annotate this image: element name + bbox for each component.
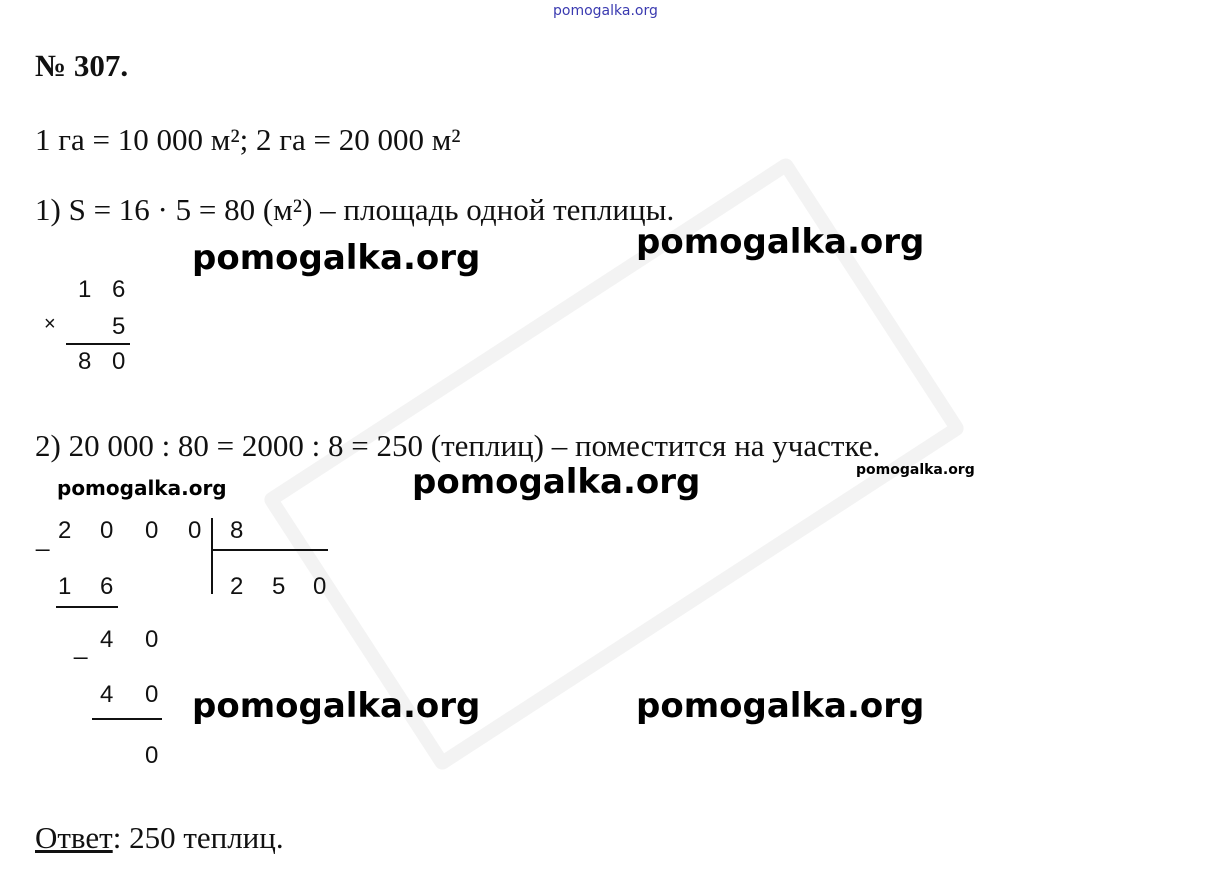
mult-digit: 1 — [78, 276, 92, 303]
top-watermark: pomogalka.org — [553, 3, 658, 19]
watermark-tiny: pomogalka.org — [856, 462, 975, 478]
minus-sign: _ — [36, 525, 50, 552]
div-digit: 6 — [100, 573, 114, 600]
div-digit: 0 — [145, 742, 159, 769]
div-digit: 0 — [145, 626, 159, 653]
quotient-digit: 0 — [313, 573, 327, 600]
hectare-conversion: 1 га = 10 000 м²; 2 га = 20 000 м² — [35, 122, 461, 157]
sub-rule-2 — [92, 718, 162, 720]
quotient-rule — [211, 549, 328, 551]
mult-digit: 6 — [112, 276, 126, 303]
step-2-text: 2) 20 000 : 80 = 2000 : 8 = 250 (теплиц) – поместится на участке. — [35, 428, 881, 463]
div-digit: 0 — [145, 517, 159, 544]
quotient-digit: 2 — [230, 573, 244, 600]
watermark-2: pomogalka.org — [636, 222, 925, 262]
watermark-small: pomogalka.org — [57, 476, 227, 500]
mult-rule — [66, 343, 130, 345]
div-digit: 0 — [145, 681, 159, 708]
divisor: 8 — [230, 517, 244, 544]
div-digit: 4 — [100, 626, 114, 653]
watermark-3: pomogalka.org — [412, 462, 701, 502]
div-digit: 4 — [100, 681, 114, 708]
div-digit: 0 — [188, 517, 202, 544]
problem-number: № 307. — [35, 48, 129, 83]
step-1-text: 1) S = 16 · 5 = 80 (м²) – площадь одной теплицы. — [35, 192, 675, 227]
answer-value: : 250 теплиц. — [112, 820, 284, 855]
division-bar — [211, 518, 213, 594]
mult-digit: 5 — [112, 313, 126, 340]
answer — [35, 820, 284, 856]
sub-rule-1 — [56, 606, 118, 608]
watermark-5: pomogalka.org — [636, 686, 925, 726]
watermark-4: pomogalka.org — [192, 686, 481, 726]
div-digit: 0 — [100, 517, 114, 544]
minus-sign: _ — [74, 633, 88, 660]
quotient-digit: 5 — [272, 573, 286, 600]
div-digit: 1 — [58, 573, 72, 600]
mult-digit: 0 — [112, 348, 126, 375]
multiply-sign: × — [44, 313, 56, 335]
answer-label: Ответ — [35, 820, 113, 855]
watermark-1: pomogalka.org — [192, 238, 481, 278]
mult-digit: 8 — [78, 348, 92, 375]
div-digit: 2 — [58, 517, 72, 544]
